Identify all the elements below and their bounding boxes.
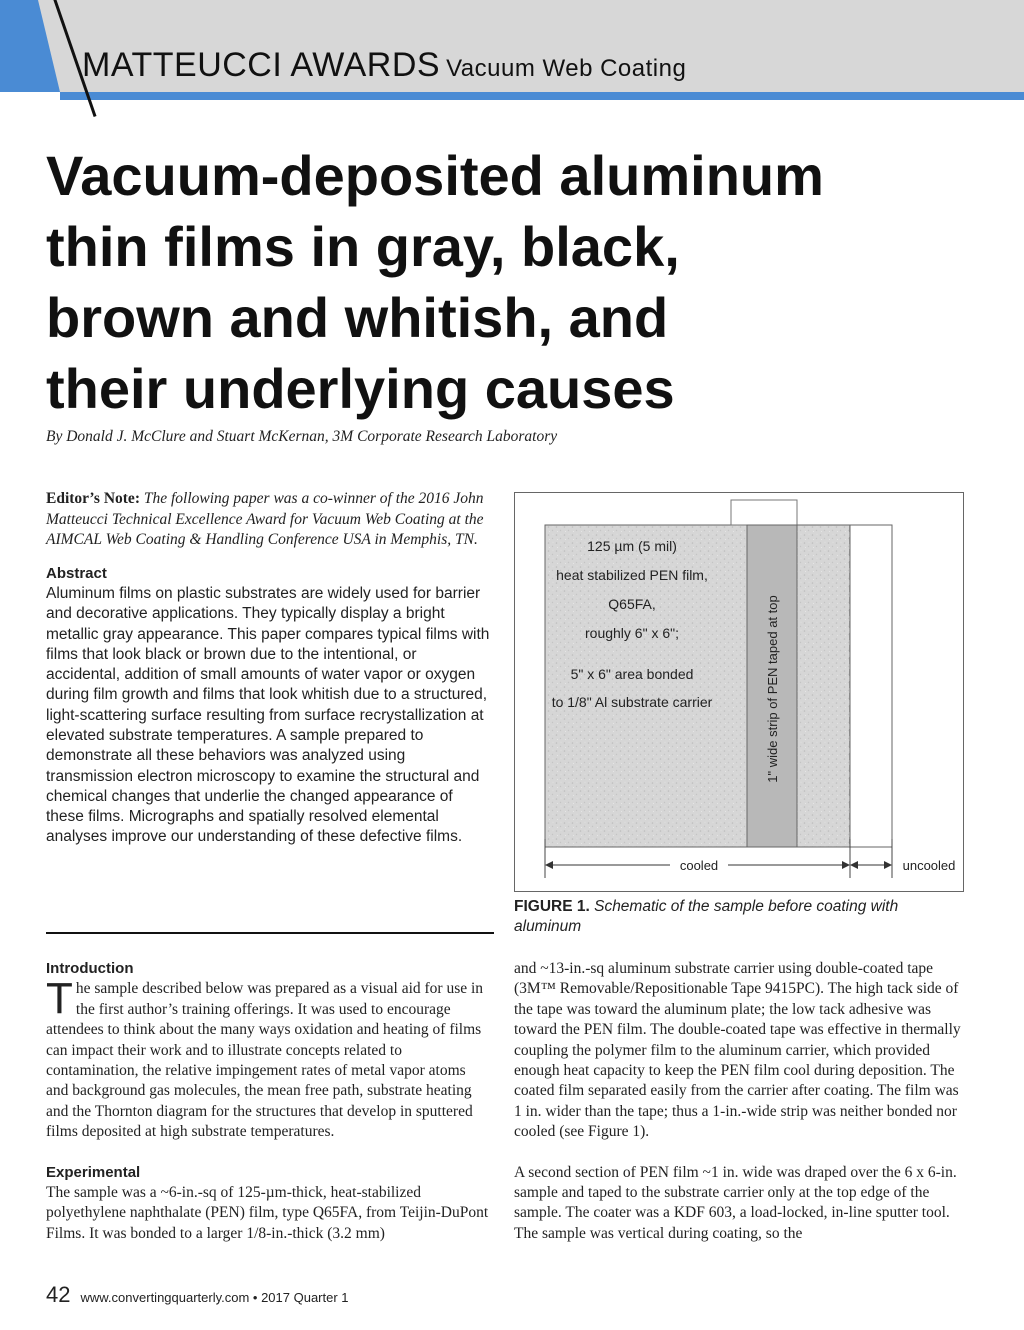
- figure-label: 125 µm (5 mil): [587, 538, 677, 554]
- left-column-bottom: [46, 959, 490, 1244]
- uncooled-label: uncooled: [902, 858, 956, 873]
- strip-label: 1" wide strip of PEN taped at top: [765, 595, 780, 783]
- editors-note-text: The following paper was a co-winner of the 2016 John Matteucci Technical Excellence Award for Vacuum Web Coating at the AIMCAL Web Coating & Handling Conference USA in Memphis, TN.: [46, 490, 484, 548]
- page-footer: [46, 1282, 349, 1308]
- right-paragraph-2: A second section of PEN film ~1 in. wide was draped over the 6 x 6-in. sample and taped to the substrate carrier only at the top edge of the sample. The coater was a KDF 603, a load-locked, in-line sputter tool. The sample was vertical during coating, so the: [514, 1163, 957, 1242]
- title-line: Vacuum-deposited aluminum: [46, 144, 824, 207]
- section-subtitle: Vacuum Web Coating: [446, 55, 687, 82]
- experimental-body: The sample was a ~6-in.-sq of 125-µm-thick, heat-stabilized polyethylene naphthalate (PEN) film, type Q65FA, from Teijin-DuPont Films. It was bonded to a larger 1/8-in.-thick (3.2 mm): [46, 1184, 489, 1242]
- figure-caption-label: FIGURE 1.: [514, 898, 590, 915]
- title-line: brown and whitish, and: [46, 286, 669, 349]
- editors-note: [46, 489, 494, 551]
- figure-label: heat stabilized PEN film,: [556, 567, 708, 583]
- figure-label: roughly 6" x 6";: [585, 625, 679, 641]
- figure-caption: [514, 897, 964, 937]
- right-column: [514, 959, 964, 1244]
- title-line: thin films in gray, black,: [46, 215, 680, 278]
- page-number: 42: [46, 1282, 71, 1307]
- figure-1: [514, 492, 964, 892]
- abstract-body: Aluminum films on plastic substrates are widely used for barrier and decorative applications. They typically display a bright metallic gray appearance. This paper compares typical films with films that look black or brown due to the intentional, or accidental, addition of small amounts of water vapor or oxygen during film growth and films that look whitish due to a structured, light-scattering surface resulting from surface recrystallization at elevated substrate temperatures. A sample prepared to demonstrate all these behaviors was analyzed using transmission electron microscopy to examine the structural and chemical changes that underlie the changed appearance of these films. Micrographs and spatially resolved elemental analyses improve our understanding of these defective films.: [46, 584, 490, 846]
- introduction-heading: Introduction: [46, 960, 134, 977]
- section-title: [82, 46, 686, 85]
- cooled-label: cooled: [679, 858, 719, 873]
- figure-schematic: [515, 493, 963, 891]
- figure-label: to 1/8" Al substrate carrier: [551, 694, 713, 710]
- footer-text: www.convertingquarterly.com • 2017 Quarter 1: [80, 1290, 349, 1305]
- right-paragraph-1: and ~13-in.-sq aluminum substrate carrier using double-coated tape (3M™ Removable/Repositionable Tape 9415PC). The high tack side of the tape was toward the aluminum plate; the low tack adhesive was toward the PEN film. The double-coated tape was effective in thermally coupling the polymer film to the aluminum carrier, which provided enough heat capacity to keep the PEN film cool during deposition. The coated film separated easily from the carrier after coating. The film was 1 in. wider than the tape; thus a 1-in.-wide strip was neither bonded nor cooled (see Figure 1).: [514, 960, 961, 1141]
- drop-cap: T: [46, 974, 73, 1024]
- figure-caption-text: Schematic of the sample before coating with aluminum: [514, 898, 899, 935]
- article-title: [46, 140, 946, 424]
- editors-note-label: Editor’s Note:: [46, 490, 140, 507]
- section-name: MATTEUCCI AWARDS: [82, 46, 441, 84]
- strip-top-tab: [731, 500, 797, 525]
- byline: By Donald J. McClure and Stuart McKernan, 3M Corporate Research Laboratory: [46, 428, 558, 445]
- introduction-text: he sample described below was prepared as a visual aid for use in the first author’s training offerings. It was used to encourage attendees to think about the many ways oxidation and heating of films can impact their work and to illustrate concepts related to contamination, the relative impingement rates of metal vapor atoms and background gas molecules, the mean free path, substrate heating and the Thornton diagram for the structures that develop in sputtered films deposited at high substrate temperatures.: [46, 980, 484, 1141]
- figure-label: Q65FA,: [608, 596, 656, 612]
- abstract-heading: Abstract: [46, 564, 107, 582]
- column-divider: [46, 932, 494, 934]
- figure-label: 5" x 6" area bonded: [570, 666, 694, 682]
- left-column-top: [46, 489, 494, 848]
- introduction-body: [46, 974, 490, 1142]
- uncooled-area: [850, 525, 892, 847]
- experimental-heading: Experimental: [46, 1163, 141, 1181]
- title-line: their underlying causes: [46, 357, 675, 420]
- header-rule: [60, 92, 1024, 100]
